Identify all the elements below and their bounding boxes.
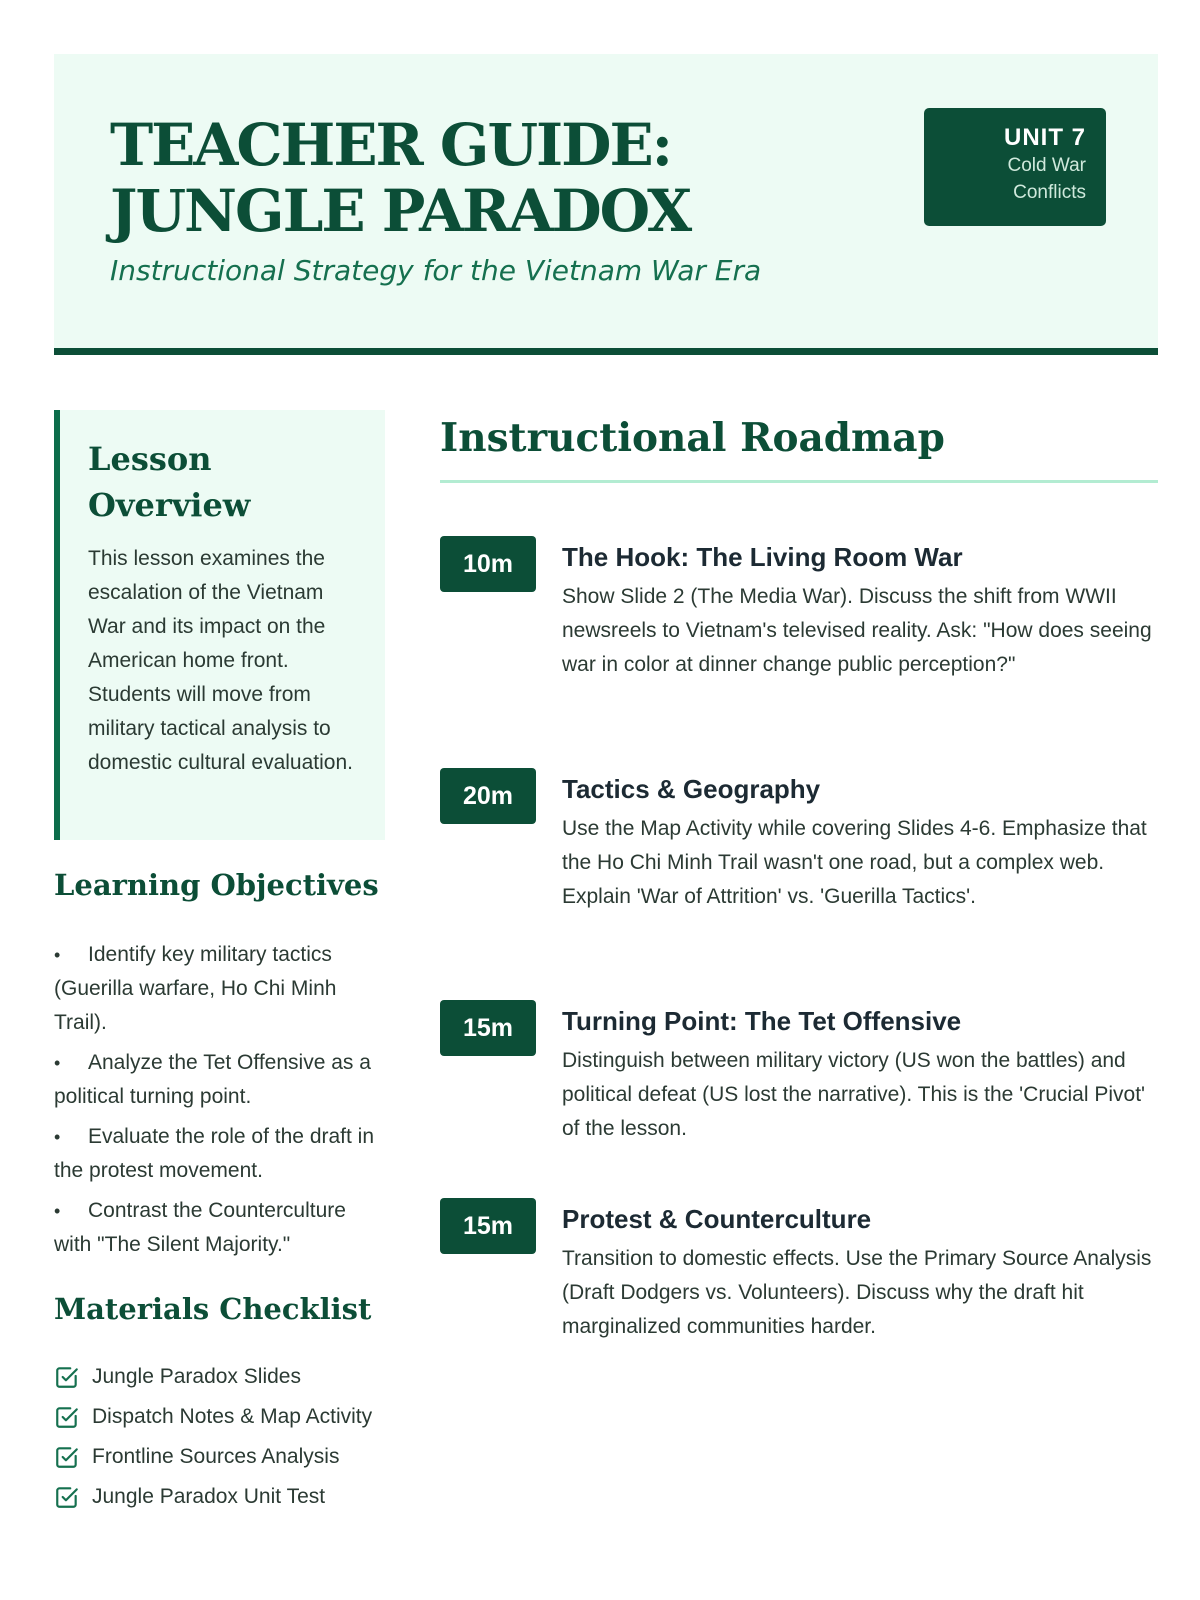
checklist-item-label: Jungle Paradox Slides: [92, 1365, 301, 1388]
checklist-item-label: Jungle Paradox Unit Test: [92, 1485, 326, 1508]
step-description: Transition to domestic effects. Use the Primary Source Analysis (Draft Dodgers vs. Volunteers). Discuss why the draft hit marginalized communities harder.: [562, 1247, 1152, 1338]
checkbox-checked-icon: [54, 1364, 80, 1390]
objective-text: Identify key military tactics (Guerilla warfare, Ho Chi Minh Trail).: [54, 943, 337, 1034]
materials-checklist-title: Materials Checklist: [54, 1292, 372, 1326]
unit-badge: [924, 108, 1106, 226]
objective-text: Analyze the Tet Offensive as a political turning point.: [54, 1051, 371, 1108]
checkbox-checked-icon: [54, 1404, 80, 1430]
time-badge: 20m: [440, 768, 536, 824]
roadmap-title: Instructional Roadmap: [440, 410, 1158, 483]
bullet-icon: •: [54, 945, 61, 965]
unit-label: UNIT 7: [1003, 124, 1086, 151]
time-badge: 15m: [440, 1000, 536, 1056]
lesson-overview-text: This lesson examines the escalation of the Vietnam War and its impact on the American home front. Students will move from military tactical analysis to domestic cultural evaluation.: [88, 547, 353, 774]
checklist-item-label: Dispatch Notes & Map Activity: [92, 1405, 373, 1428]
objective-item: [54, 1046, 384, 1114]
header-banner: [54, 54, 1158, 355]
step-title: Protest & Counterculture: [562, 1204, 872, 1234]
learning-objectives-list: [54, 938, 384, 1268]
learning-objectives-title: Learning Objectives: [54, 868, 379, 902]
step-description: Distinguish between military victory (US won the battles) and political defeat (US lost the narrative). This is the 'Crucial Pivot' of the lesson.: [562, 1049, 1146, 1140]
step-title: The Hook: The Living Room War: [562, 542, 963, 572]
checkbox-checked-icon: [54, 1444, 80, 1470]
unit-subtitle-line-2: Conflicts: [1013, 182, 1086, 203]
bullet-icon: •: [54, 1053, 61, 1073]
time-badge: 15m: [440, 1198, 536, 1254]
time-badge: 10m: [440, 536, 536, 592]
step-title: Tactics & Geography: [562, 774, 821, 804]
step-title: Turning Point: The Tet Offensive: [562, 1006, 962, 1036]
objective-item: [54, 938, 384, 1040]
checklist-item: [54, 1360, 384, 1394]
checklist-item: [54, 1400, 384, 1434]
objective-text: Evaluate the role of the draft in the protest movement.: [54, 1125, 375, 1182]
page-title: TEACHER GUIDE: JUNGLE PARADOX: [110, 111, 691, 245]
lesson-overview-title: Lesson Overview: [88, 440, 251, 524]
checkbox-checked-icon: [54, 1484, 80, 1510]
checklist-item: [54, 1480, 384, 1514]
lesson-overview-panel: [54, 410, 385, 840]
bullet-icon: •: [54, 1127, 61, 1147]
materials-checklist: [54, 1360, 384, 1520]
objective-text: Contrast the Counterculture with "The Silent Majority.": [54, 1199, 346, 1256]
page-subtitle: Instructional Strategy for the Vietnam War Era: [110, 254, 762, 287]
objective-item: [54, 1120, 384, 1188]
checklist-item-label: Frontline Sources Analysis: [92, 1445, 340, 1468]
objective-item: [54, 1194, 384, 1262]
unit-subtitle-line-1: Cold War: [1007, 155, 1086, 176]
step-description: Use the Map Activity while covering Slides 4-6. Emphasize that the Ho Chi Minh Trail wasn't one road, but a complex web. Explain 'War of Attrition' vs. 'Guerilla Tactics'.: [562, 817, 1147, 908]
bullet-icon: •: [54, 1201, 61, 1221]
step-description: Show Slide 2 (The Media War). Discuss the shift from WWII newsreels to Vietnam's televised reality. Ask: "How does seeing war in color at dinner change public perception?": [562, 585, 1152, 676]
checklist-item: [54, 1440, 384, 1474]
